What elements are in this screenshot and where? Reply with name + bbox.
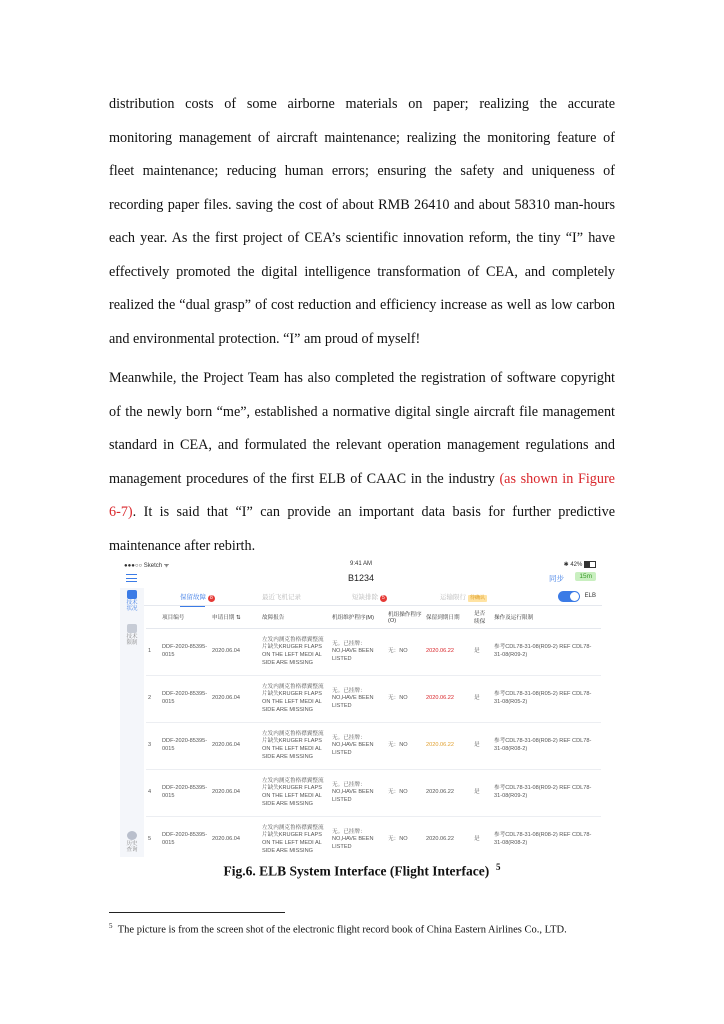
tab-label: 保留故障 [180,594,206,601]
tab-label: 短缺排除 [352,594,378,601]
tab-deferred-defects[interactable] [180,592,215,602]
battery-status [564,561,596,568]
renewal: 是 [472,676,492,723]
due-date: 2020.06.22 [424,629,472,676]
operation-procedure: 无：NO [386,629,424,676]
item-id: DDF-2020-85395-0015 [160,676,210,723]
sidebar-label: 历史 查询 [126,841,138,853]
operating-limits: 参考CDL78-31-08(R08-2) REF CDL78-31-08(R08-2) [492,723,601,770]
tab-label: 运输限行 [440,594,466,601]
item-id: DDF-2020-85395-0015 [160,817,210,858]
col-header: 机组操作程序(O) [386,606,424,629]
footnote-divider [109,912,285,913]
paragraph-2 [109,362,615,563]
col-header[interactable]: 申请日期 ⇅ [210,606,260,629]
due-date: 2020.06.22 [424,723,472,770]
text-line: standard in CEA, and formulated the relevant operation management regulations and [109,437,615,453]
tech-limit-icon [127,624,137,633]
tab-recent-records[interactable] [262,592,301,601]
text-line: of the newly born “me”, established a normative digital single aircraft file management [109,403,615,420]
figure-reference: 6-7) [109,504,133,520]
text-line [109,463,615,497]
table-row[interactable] [146,723,601,770]
col-header: 是否续保 [472,606,492,629]
text-line: recording paper files. saving the cost of about RMB 26410 and about 58310 man-hours [109,196,615,213]
paragraph-1 [109,88,615,356]
renewal: 是 [472,770,492,817]
fault-report: 左发内测克鲁格襟翼整流片缺失KRUGER FLAPS ON THE LEFT MEDI AL SIDE ARE MISSING [260,629,330,676]
tab-shortage[interactable] [352,592,387,602]
text-line: maintenance after rebirth. [109,537,256,554]
sidebar-label: 技术 状况 [126,600,138,612]
due-date: 2020.06.22 [424,676,472,723]
history-icon [127,831,137,840]
operating-limits: 参考CDL78-31-08(R09-2) REF CDL78-31-08(R09-2) [492,770,601,817]
operation-procedure: 无：NO [386,770,424,817]
carrier-signal: ●●●○○ Sketch ᯤ [124,563,170,569]
sync-button[interactable]: 同步 [549,574,564,583]
tab-bar [144,588,602,606]
text-line: monitoring management of aircraft maintenance; realizing the monitoring feature of [109,129,615,146]
figure-caption [0,862,724,880]
aircraft-title: B1234 [347,573,375,583]
col-header: 项目编号 [160,606,210,629]
table-row[interactable] [146,817,601,858]
apply-date: 2020.06.04 [210,817,260,858]
apply-date: 2020.06.04 [210,723,260,770]
tab-restrictions[interactable] [440,592,487,602]
text-run: . It is said that “I” can provide an important data basis for further predictive [132,504,615,520]
row-number: 1 [146,629,160,676]
row-number: 3 [146,723,160,770]
sync-time-badge: 15m [575,572,596,581]
apply-date: 2020.06.04 [210,770,260,817]
item-id: DDF-2020-85395-0015 [160,723,210,770]
nav-bar [120,570,602,586]
apply-date: 2020.06.04 [210,629,260,676]
footnote-ref: 5 [496,862,501,872]
row-number: 4 [146,770,160,817]
maintenance-procedure: 无。已挂牌：NO,HAVE BEEN LISTED [330,770,386,817]
text-line: each year. As the first project of CEA’s scientific innovation reform, the tiny “I” have [109,230,615,246]
maintenance-procedure: 无。已挂牌：NO,HAVE BEEN LISTED [330,676,386,723]
fault-report: 左发内测克鲁格襟翼整流片缺失KRUGER FLAPS ON THE LEFT MEDI AL SIDE ARE MISSING [260,817,330,858]
col-header: 故障报告 [260,606,330,629]
col-header [146,606,160,629]
text-line: Meanwhile, the Project Team has also completed the registration of software copyright [109,370,615,386]
tech-status-icon [127,590,137,599]
text-line [109,496,615,530]
fault-report: 左发内测克鲁格襟翼整流片缺失KRUGER FLAPS ON THE LEFT MEDI AL SIDE ARE MISSING [260,676,330,723]
text-line: realized the “dual grasp” of cost reduction and efficiency increase as well as low carbon [109,297,615,313]
count-badge: 5 [382,595,385,601]
renewal: 是 [472,629,492,676]
sidebar-item-tech-limit[interactable] [120,624,144,646]
operating-limits: 参考CDL78-31-08(R05-2) REF CDL78-31-08(R05-2) [492,676,601,723]
table-header [146,606,601,629]
table-row[interactable] [146,676,601,723]
elb-toggle[interactable] [558,591,580,602]
col-header: 保留到期日期 [424,606,472,629]
text-line: and environmental protection. “I” am proud of myself! [109,330,421,347]
count-badge: 8 [210,595,213,601]
col-header: 操作及运行限制 [492,606,601,629]
col-header: 机组维护程序(M) [330,606,386,629]
elb-label: ELB [584,593,596,599]
sidebar-item-history[interactable] [120,831,144,853]
operating-limits: 参考CDL78-31-08(R09-2) REF CDL78-31-08(R09-2) [492,629,601,676]
caption-text: Fig.6. ELB System Interface (Flight Interface) [223,863,490,879]
fault-report: 左发内测克鲁格襟翼整流片缺失KRUGER FLAPS ON THE LEFT MEDI AL SIDE ARE MISSING [260,770,330,817]
status-bar [120,560,602,570]
maintenance-procedure: 无。已挂牌：NO,HAVE BEEN LISTED [330,723,386,770]
tab-label: 最近飞机记录 [262,594,301,601]
clock: 9:41 AM [350,561,373,567]
operation-procedure: 无：NO [386,723,424,770]
text-line: effectively promoted the digital intelligence transformation of CEA, and completely [109,263,615,280]
row-number: 5 [146,817,160,858]
footnote-marker: 5 [109,922,113,930]
apply-date: 2020.06.04 [210,676,260,723]
footnote [109,922,567,936]
due-date: 2020.06.22 [424,770,472,817]
figure-reference: (as shown in Figure [499,470,615,487]
renewal: 是 [472,817,492,858]
sidebar-label: 技术 限制 [126,634,138,646]
item-id: DDF-2020-85395-0015 [160,629,210,676]
text-line: distribution costs of some airborne materials on paper; realizing the accurate [109,96,615,112]
sidebar-item-tech-status[interactable] [120,590,144,612]
text-run: management procedures of the first ELB of CAAC in the industry [109,470,500,487]
sidebar [120,588,144,857]
pending-badge: 待确认 [470,595,486,601]
battery-text: ✱ 42% [563,562,583,569]
maintenance-procedure: 无。已挂牌：NO,HAVE BEEN LISTED [330,629,386,676]
row-number: 2 [146,676,160,723]
fault-report: 左发内测克鲁格襟翼整流片缺失KRUGER FLAPS ON THE LEFT MEDI AL SIDE ARE MISSING [260,723,330,770]
table-row[interactable] [146,629,601,676]
text-line: fleet maintenance; reducing human errors; ensuring the safety and uniqueness of [109,163,615,179]
table-row[interactable] [146,770,601,817]
operating-limits: 参考CDL78-31-08(R08-2) REF CDL78-31-08(R08-2) [492,817,601,858]
renewal: 是 [472,723,492,770]
maintenance-procedure: 无。已挂牌：NO,HAVE BEEN LISTED [330,817,386,858]
operation-procedure: 无：NO [386,817,424,858]
item-id: DDF-2020-85395-0015 [160,770,210,817]
operation-procedure: 无：NO [386,676,424,723]
deferred-defects-table [146,606,601,857]
footnote-text: The picture is from the screen shot of the electronic flight record book of China Eastern Airlines Co., LTD. [117,924,567,936]
elb-screenshot [120,560,602,857]
due-date: 2020.06.22 [424,817,472,858]
battery-icon [584,561,596,568]
